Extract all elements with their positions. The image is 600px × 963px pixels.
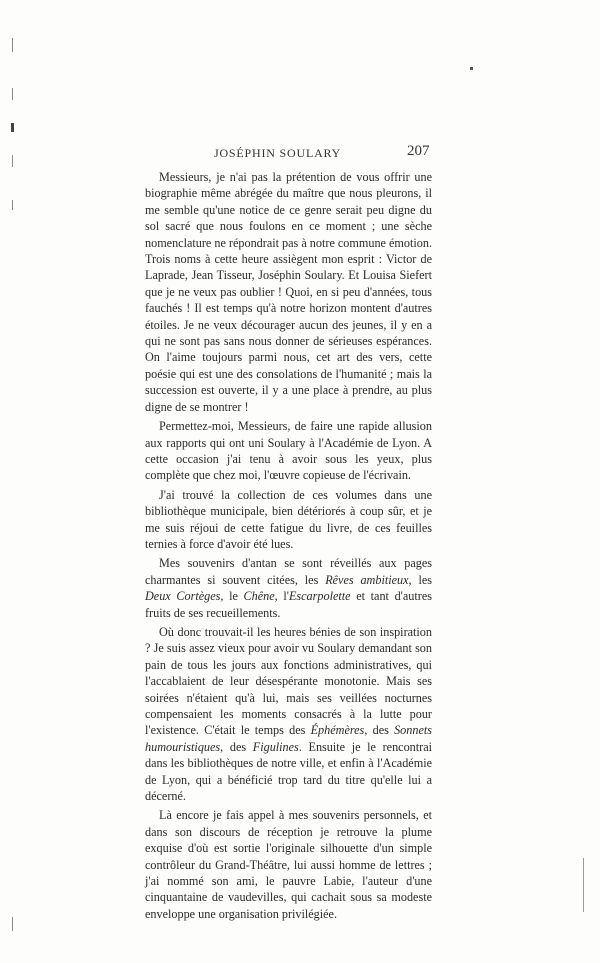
scan-artifact [12, 917, 13, 931]
italic-title: Escarpolette [288, 589, 351, 604]
text-run: Mes souvenirs d'antan se sont réveillés aux pages charmantes si souvent citées, les [145, 556, 432, 587]
body-paragraph [145, 807, 432, 922]
text-run: Messieurs, je n'ai pas la prétention de vous offrir une biographie même abrégée du maître que nous pleurons, il me semble qu'une notice de ce genre serait peu digne du sol sacré que nous foulons en ce moment ; une sèche nomenclature ne répondrait pas à notre commune émotion. Trois noms à cette heure assiègent mon esprit : Victor de Laprade, Jean Tisseur, Joséphin Soulary. Et Louisa Siefert que je ne veux pas oublier ! Quoi, en si peu d'années, tous fauchés ! Il est temps qu'à notre horizon montent d'autres étoiles. Je ne veux décourager aucun des jeunes, il y en a qui ne sont pas sans nous donner de sérieuses espérances. On l'aime toujours parmi nous, cet art des vers, cette poésie qui est une des consolations de l'humanité ; mais la succession est ouverte, il y a une place à prendre, au plus digne de se montrer ! [145, 170, 432, 414]
text-run: J'ai trouvé la collection de ces volumes dans une bibliothèque municipale, bien détériorés à coup sûr, et je me suis réjoui de cette fatigue du livre, de ces feuilles ternies à force d'avoir été lues. [145, 487, 432, 551]
text-run: , l' [274, 589, 289, 604]
italic-title: Éphémères [310, 723, 365, 738]
text-run: , des [364, 723, 395, 738]
scan-artifact [12, 200, 13, 210]
scan-artifact [12, 88, 13, 100]
scan-artifact [12, 38, 13, 52]
body-paragraph [145, 624, 432, 804]
text-run: Permettez-moi, Messieurs, de faire une rapide allusion aux rapports qui ont uni Soulary à l'Académie de Lyon. A cette occasion j'ai tenu à avoir sous les yeux, plus complète que chez moi, l'œuvre copieuse de l'écrivain. [145, 419, 432, 483]
italic-title: Figulines [252, 739, 299, 754]
text-run: et tant d'autres fruits de ses recueillements. [145, 589, 432, 620]
text-run: , des [220, 739, 253, 754]
body-paragraph [145, 169, 432, 415]
italic-title: Deux Cortèges [145, 589, 221, 604]
scan-artifact [11, 123, 14, 132]
text-run: Là encore je fais appel à mes souvenirs personnels, et dans son discours de réception je retrouve la plume exquise d'où est sortie l'originale silhouette d'un simple contrôleur du Grand-Théâtre, lui aussi homme de lettres ; j'ai nommé son ami, le pauvre Labie, l'auteur d'une cinquantaine de vaudevilles, qui cachait sous sa modeste enveloppe une organisation privilégiée. [145, 808, 432, 921]
body-paragraph [145, 487, 432, 553]
body-paragraph [145, 555, 432, 621]
text-run: , le [220, 589, 244, 604]
scan-artifact [583, 858, 584, 912]
italic-title: Rêves ambitieux [325, 572, 409, 587]
body-paragraph [145, 418, 432, 484]
italic-title: Sonnets humouristiques [145, 723, 432, 754]
text-run: , les [408, 572, 432, 587]
running-head-title: JOSÉPHIN SOULARY [214, 146, 342, 160]
text-run: Où donc trouvait-il les heures bénies de son inspiration ? Je suis assez vieux pour avoir vu Soulary demandant son pain de tous les jours aux fonctions administratives, qui l'accablaient de leur désespérante monotonie. Mais ses soirées n'étaient qu'à lui, mais ses veillées nocturnes compensaient les moments consacrés à la lutte pour l'existence. C'était le temps des [145, 624, 432, 738]
scan-artifact [470, 67, 473, 70]
text-run: . Ensuite je le rencontrai dans les bibliothèques de notre ville, et enfin à l'Académie de Lyon, qui a bénéficié trop tard du titre qu'elle lui a décerné. [145, 739, 432, 804]
body-text [145, 169, 432, 922]
scan-artifact [12, 155, 13, 167]
page-number: 207 [407, 143, 430, 159]
italic-title: Chêne [243, 589, 275, 604]
